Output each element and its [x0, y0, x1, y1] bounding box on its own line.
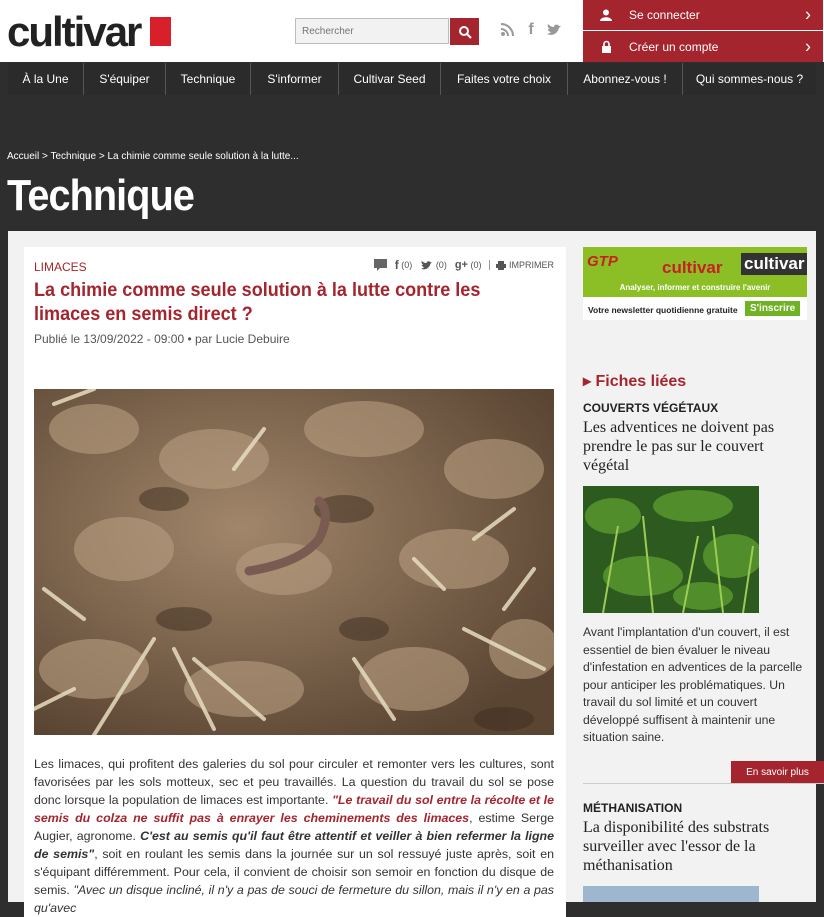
- login-button[interactable]: [583, 0, 823, 30]
- quote: C'est au semis qu'il faut être attentif et veiller à bien refermer la ligne de semis": [34, 829, 554, 861]
- main-nav: [8, 63, 816, 95]
- site-logo[interactable]: cultivar: [7, 8, 141, 55]
- content-area: [8, 231, 816, 915]
- breadcrumb-sep: >: [96, 151, 108, 162]
- related-heading: [583, 371, 686, 391]
- article: [24, 247, 566, 917]
- share-twitter[interactable]: [420, 260, 447, 271]
- related-photo[interactable]: [583, 886, 759, 902]
- rss-icon[interactable]: [497, 20, 517, 40]
- related-title[interactable]: Les adventices ne doivent pas prendre le pas sur le couvert végétal: [583, 419, 775, 474]
- signup-button[interactable]: [583, 31, 823, 62]
- article-photo: [34, 389, 554, 735]
- article-title: La chimie comme seule solution à la lutte contre les limaces en semis direct ?: [34, 280, 481, 325]
- breadcrumb-sep: >: [39, 151, 51, 162]
- share-count: (0): [401, 260, 413, 270]
- quote: "Avec un disque incliné, il n'y a pas de souci de fermeture du sillon, mais il n'y en a pas qu'avec: [34, 883, 554, 915]
- breadcrumb: [7, 151, 299, 162]
- header: [0, 0, 824, 62]
- cultivar-logo: cultivar: [662, 258, 723, 277]
- nav-item-abonnez[interactable]: Abonnez-vous !: [568, 63, 683, 95]
- article-category[interactable]: LIMACES: [34, 260, 87, 274]
- body-text: Les limaces, qui profitent des galeries du sol pour circuler et remonter vers les cultures, sont favorisées par les sols motteux, sec et peu travaillés. La question du travail du sol se pose donc lorsque la population de limaces est importante.: [34, 757, 554, 807]
- read-more-button[interactable]: En savoir plus: [731, 761, 824, 784]
- related-description: Avant l'implantation d'un couvert, il est essentiel de bien évaluer le niveau d'infestation en adventices de la parcelle pour anticiper les problématiques. Un travail du sol limité et un couvert développé suffisent à maintenir une situation saine.: [583, 625, 803, 744]
- chevron-right-icon: ›: [805, 4, 811, 25]
- nav-item-informer[interactable]: S'informer: [251, 63, 339, 95]
- user-icon: [595, 9, 617, 21]
- nav-item-une[interactable]: À la Une: [8, 63, 84, 95]
- logo-square: [150, 17, 171, 46]
- related-category[interactable]: MÉTHANISATION: [583, 801, 683, 815]
- article-body: [34, 755, 554, 917]
- nav-item-qui[interactable]: Qui sommes-nous ?: [695, 72, 804, 86]
- related-photo[interactable]: [583, 486, 759, 613]
- facebook-icon[interactable]: f: [528, 21, 534, 38]
- search-button[interactable]: [450, 18, 479, 45]
- print-button[interactable]: [489, 260, 554, 270]
- page-title: Technique: [7, 171, 194, 220]
- share-count: (0): [435, 260, 447, 270]
- caret-right-icon: ▸: [583, 373, 596, 390]
- share-count: (0): [470, 260, 482, 270]
- chevron-right-icon: ›: [805, 36, 811, 56]
- breadcrumb-current: La chimie comme seule solution à la lutte...: [107, 151, 299, 162]
- nav-item-cultivar-seed[interactable]: Cultivar Seed: [339, 63, 441, 95]
- search-input[interactable]: [295, 18, 449, 44]
- divider: [583, 783, 824, 784]
- breadcrumb-home[interactable]: Accueil: [7, 151, 40, 162]
- print-icon: [496, 261, 506, 270]
- search-icon: [458, 25, 472, 39]
- breadcrumb-section[interactable]: Technique: [50, 151, 97, 162]
- quote: "Le travail du sol entre la récolte et le semis du colza ne suffit pas à enrayer les cheminements des limaces: [34, 793, 554, 825]
- share-gplus[interactable]: g+ (0): [454, 259, 482, 271]
- body-text: , estime Serge Augier, agronome.: [34, 811, 554, 843]
- twitter-icon[interactable]: [544, 20, 564, 40]
- banner-top: [583, 247, 807, 297]
- nav-item-equiper[interactable]: S'équiper: [84, 63, 166, 95]
- share-bar: [366, 258, 554, 272]
- newsletter-banner[interactable]: [583, 247, 807, 320]
- cultivar-logo-dark: cultivar: [741, 253, 807, 275]
- newsletter-label: Votre newsletter quotidienne gratuite: [588, 305, 738, 315]
- gtp-logo: GTP: [587, 253, 618, 270]
- login-label: Se connecter: [629, 8, 700, 22]
- nav-item-choix[interactable]: Faites votre choix: [441, 63, 568, 95]
- print-label: IMPRIMER: [509, 260, 554, 270]
- comment-icon[interactable]: [374, 259, 387, 271]
- body-text: , soit en roulant les semis dans la journée sur un sol ressuyé juste après, soit en s'équipant différemment. Pour cela, il convient de choisir son semoir en fonction du disque de semis.: [34, 847, 554, 897]
- signup-label: Créer un compte: [629, 39, 719, 54]
- banner-tagline: Analyser, informer et construire l'avenir: [619, 283, 771, 292]
- lock-icon: [595, 40, 617, 53]
- related-category[interactable]: COUVERTS VÉGÉTAUX: [583, 401, 719, 415]
- nav-item-technique[interactable]: Technique: [166, 63, 251, 95]
- share-facebook[interactable]: f (0): [394, 258, 413, 272]
- article-meta: Publié le 13/09/2022 - 09:00 • par Lucie Debuire: [34, 332, 290, 346]
- related-title[interactable]: La disponibilité des substrats surveiller avec l'essor de la méthanisation: [583, 819, 770, 874]
- subscribe-button[interactable]: S'inscrire: [745, 301, 800, 316]
- related-heading-label: Fiches liées: [595, 373, 687, 390]
